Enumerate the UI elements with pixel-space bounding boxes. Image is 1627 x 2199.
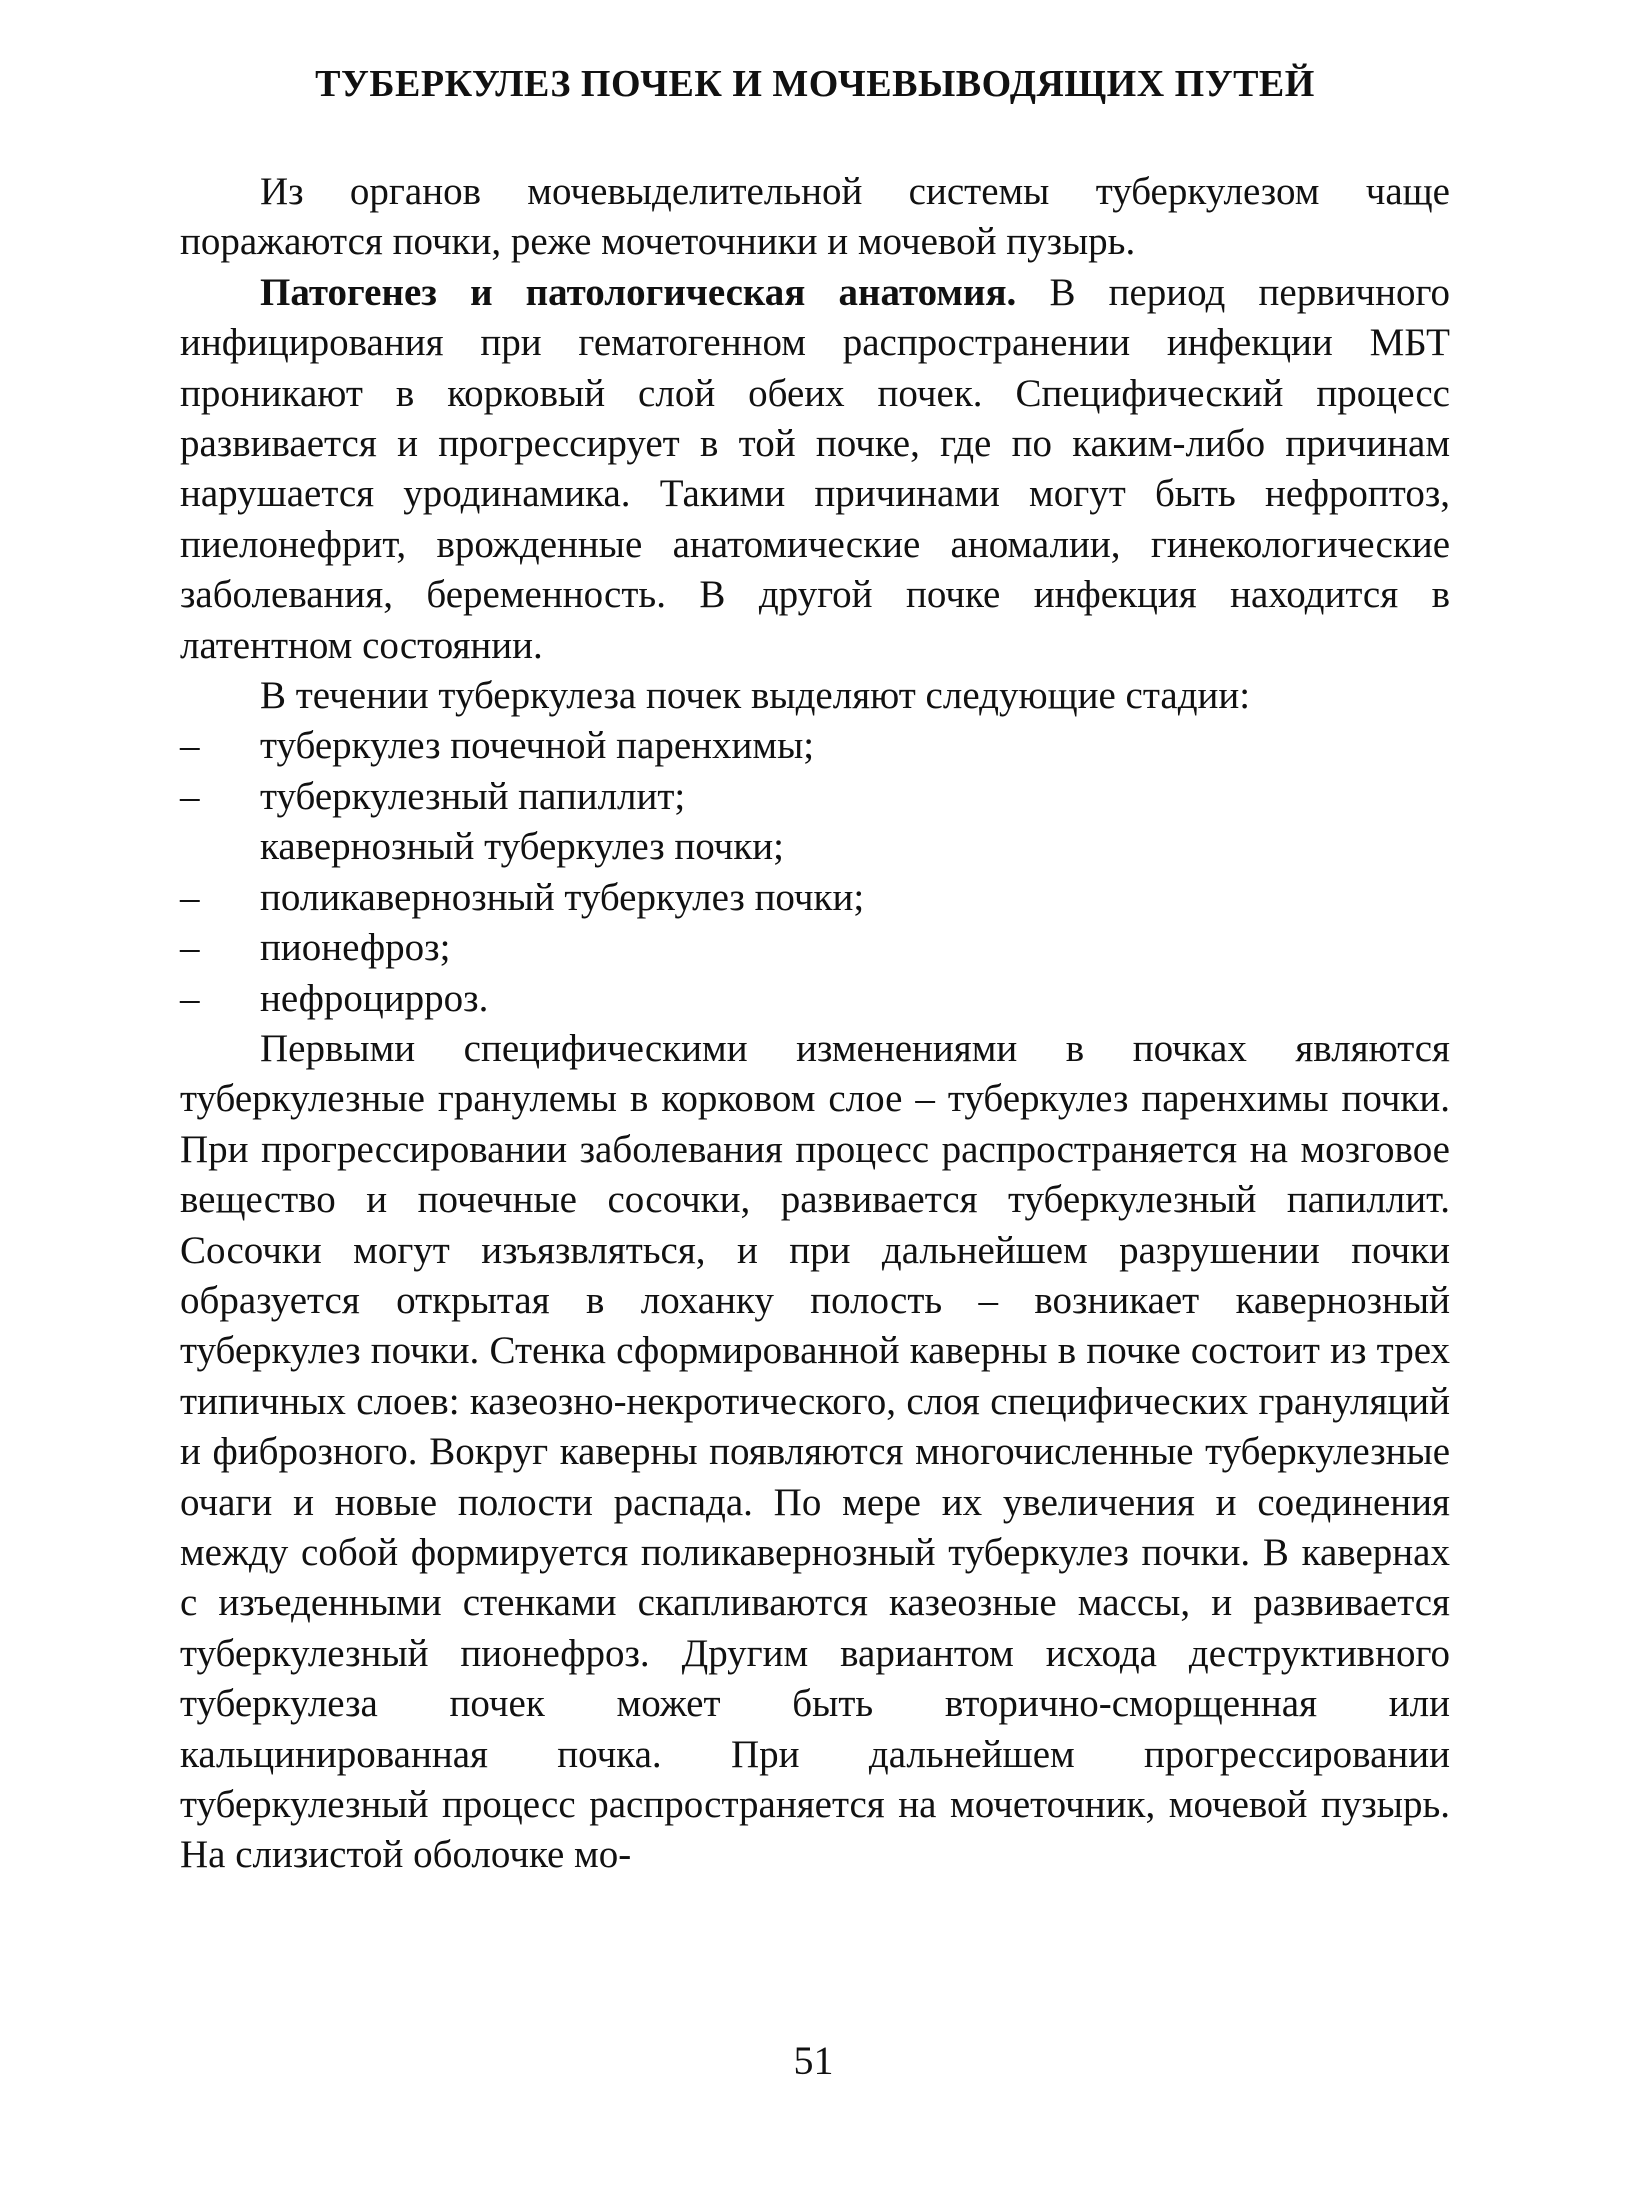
- list-item-text: пионефроз;: [260, 926, 451, 970]
- page-title: ТУБЕРКУЛЕЗ ПОЧЕК И МОЧЕВЫВОДЯЩИХ ПУТЕЙ: [315, 63, 1315, 105]
- list-dash: –: [180, 875, 200, 919]
- list-item: [180, 923, 1450, 973]
- body-text: [180, 167, 1450, 1881]
- list-item-text: туберкулезный папиллит;: [260, 774, 686, 818]
- list-item: [180, 822, 1450, 872]
- list-dash: –: [180, 724, 200, 768]
- page-number: 51: [793, 2038, 834, 2083]
- pathogenesis-heading: Патогенез и патологическая анатомия.: [260, 270, 1017, 314]
- pathogenesis-text: В период первичного инфицирования при гематогенном распространении инфекции МБТ проникают в корковый слой обеих почек. Специфический процесс развивается и прогрессирует в той почке, где по каким-либо причинам нарушается уродинамика. Такими причинами могут быть нефроптоз, пиелонефрит, врожденные анатомические аномалии, гинекологические заболевания, беременность. В другой почке инфекция находится в латентном состоянии.: [180, 270, 1451, 667]
- intro-paragraph: Из органов мочевыделительной системы туберкулезом чаще поражаются почки, реже мочеточники и мочевой пузырь.: [180, 170, 1450, 264]
- main-paragraph: Первыми специфическими изменениями в почках являются туберкулезные гранулемы в корковом слое – туберкулез паренхимы почки. При прогрессировании заболевания процесс распространяется на мозговое вещество и почечные сосочки, развивается туберкулезный папиллит. Сосочки могут изъязвляться, и при дальнейшем разрушении почки образуется открытая в лоханку полость – возникает кавернозный туберкулез почки. Стенка сформированной каверны в почке состоит из трех типичных слоев: казеозно-некротического, слоя специфических грануляций и фиброзного. Вокруг каверны появляются многочисленные туберкулезные очаги и новые полости распада. По мере их увеличения и соединения между собой формируется поликавернозный туберкулез почки. В кавернах с изъеденными стенками скапливаются казеозные массы, и развивается туберкулезный пионефроз. Другим вариантом исхода деструктивного туберкулеза почек может быть вторично-сморщенная или кальцинированная почка. При дальнейшем прогрессировании туберкулезный процесс распространяется на мочеточник, мочевой пузырь. На слизистой оболочке мо-: [180, 1026, 1450, 1877]
- list-dash: –: [180, 774, 200, 818]
- list-item-text: нефроцирроз.: [260, 976, 489, 1020]
- list-item: [180, 721, 1450, 771]
- list-dash: –: [180, 926, 200, 970]
- list-item-text: туберкулез почечной паренхимы;: [260, 724, 815, 768]
- list-dash: –: [180, 976, 200, 1020]
- stages-intro: В течении туберкулеза почек выделяют следующие стадии:: [260, 674, 1251, 718]
- list-item: [180, 772, 1450, 822]
- stages-list: [180, 721, 1450, 1023]
- list-item: [180, 974, 1450, 1024]
- list-item-text: поликавернозный туберкулез почки;: [260, 875, 865, 919]
- list-item: [180, 873, 1450, 923]
- list-item-text: кавернозный туберкулез почки;: [260, 825, 785, 869]
- pathogenesis-paragraph: [180, 268, 1450, 671]
